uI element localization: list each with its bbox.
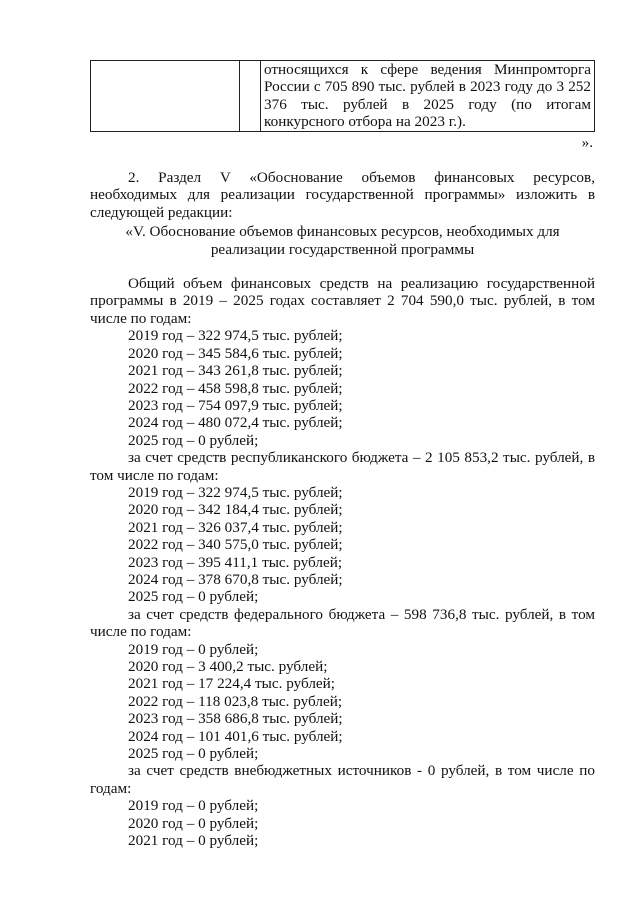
list-item: 2021 год – 17 224,4 тыс. рублей;: [128, 675, 336, 693]
list-item: 2022 год – 118 023,8 тыс. рублей;: [128, 692, 343, 710]
list-item: 2025 год – 0 рублей;: [128, 745, 259, 763]
list-item: 2024 год – 378 670,8 тыс. рублей;: [128, 570, 343, 588]
total-years-list: [90, 327, 595, 449]
table-cell-empty: [91, 61, 240, 132]
list-item: 2021 год – 343 261,8 тыс. рублей;: [128, 362, 343, 380]
list-item: 2025 год – 0 рублей;: [128, 431, 259, 449]
list-item: 2022 год – 340 575,0 тыс. рублей;: [128, 536, 343, 554]
list-item: 2020 год – 345 584,6 тыс. рублей;: [128, 344, 343, 362]
list-item: 2024 год – 101 401,6 тыс. рублей;: [128, 727, 343, 745]
total-paragraph: Общий объем финансовых средств на реализацию государственной программы в 2019 – 2025 годах составляет 2 704 590,0 тыс. рублей, в том числе по годам:: [90, 275, 595, 327]
republic-paragraph: за счет средств республиканского бюджета – 2 105 853,2 тыс. рублей, в том числе по годам:: [90, 449, 595, 484]
continuation-table: [90, 60, 595, 132]
list-item: 2025 год – 0 рублей;: [128, 588, 259, 606]
list-item: 2019 год – 0 рублей;: [128, 797, 259, 815]
list-item: 2023 год – 395 411,1 тыс. рублей;: [128, 553, 343, 571]
list-item: 2021 год – 326 037,4 тыс. рублей;: [128, 518, 343, 536]
intro-paragraph: 2. Раздел V «Обоснование объемов финансовых ресурсов, необходимых для реализации государственной программы» изложить в следующей редакции:: [90, 169, 595, 221]
federal-years-list: [90, 641, 595, 763]
list-item: 2024 год – 480 072,4 тыс. рублей;: [128, 414, 343, 432]
list-item: 2022 год – 458 598,8 тыс. рублей;: [128, 379, 343, 397]
list-item: 2020 год – 0 рублей;: [128, 814, 259, 832]
federal-paragraph: за счет средств федерального бюджета – 598 736,8 тыс. рублей, в том числе по годам:: [90, 605, 595, 641]
table-cell-text: относящихся к сфере ведения Минпромторга России с 705 890 тыс. рублей в 2023 году до 3 252 376 тыс. рублей в 2025 году (по итогам конкурсного отбора на 2023 г.).: [261, 61, 595, 132]
republic-years-list: [90, 484, 595, 606]
list-item: 2023 год – 358 686,8 тыс. рублей;: [128, 710, 343, 728]
table-cell-narrow: [240, 61, 261, 132]
list-item: 2019 год – 322 974,5 тыс. рублей;: [128, 327, 343, 345]
list-item: 2021 год – 0 рублей;: [128, 832, 259, 850]
list-item: 2019 год – 322 974,5 тыс. рублей;: [128, 483, 343, 501]
list-item: 2020 год – 342 184,4 тыс. рублей;: [128, 501, 343, 519]
document-page: [90, 60, 595, 849]
section-heading: «V. Обоснование объемов финансовых ресурсов, необходимых для реализации государственной программы: [125, 223, 560, 258]
extrabudget-years-list: [90, 797, 595, 849]
extrabudget-paragraph: за счет средств внебюджетных источников - 0 рублей, в том числе по годам:: [90, 762, 595, 797]
list-item: 2020 год – 3 400,2 тыс. рублей;: [128, 658, 328, 675]
table-row: [91, 61, 595, 132]
list-item: 2023 год – 754 097,9 тыс. рублей;: [128, 396, 343, 414]
closing-quote: ».: [581, 133, 593, 151]
list-item: 2019 год – 0 рублей;: [128, 640, 259, 658]
